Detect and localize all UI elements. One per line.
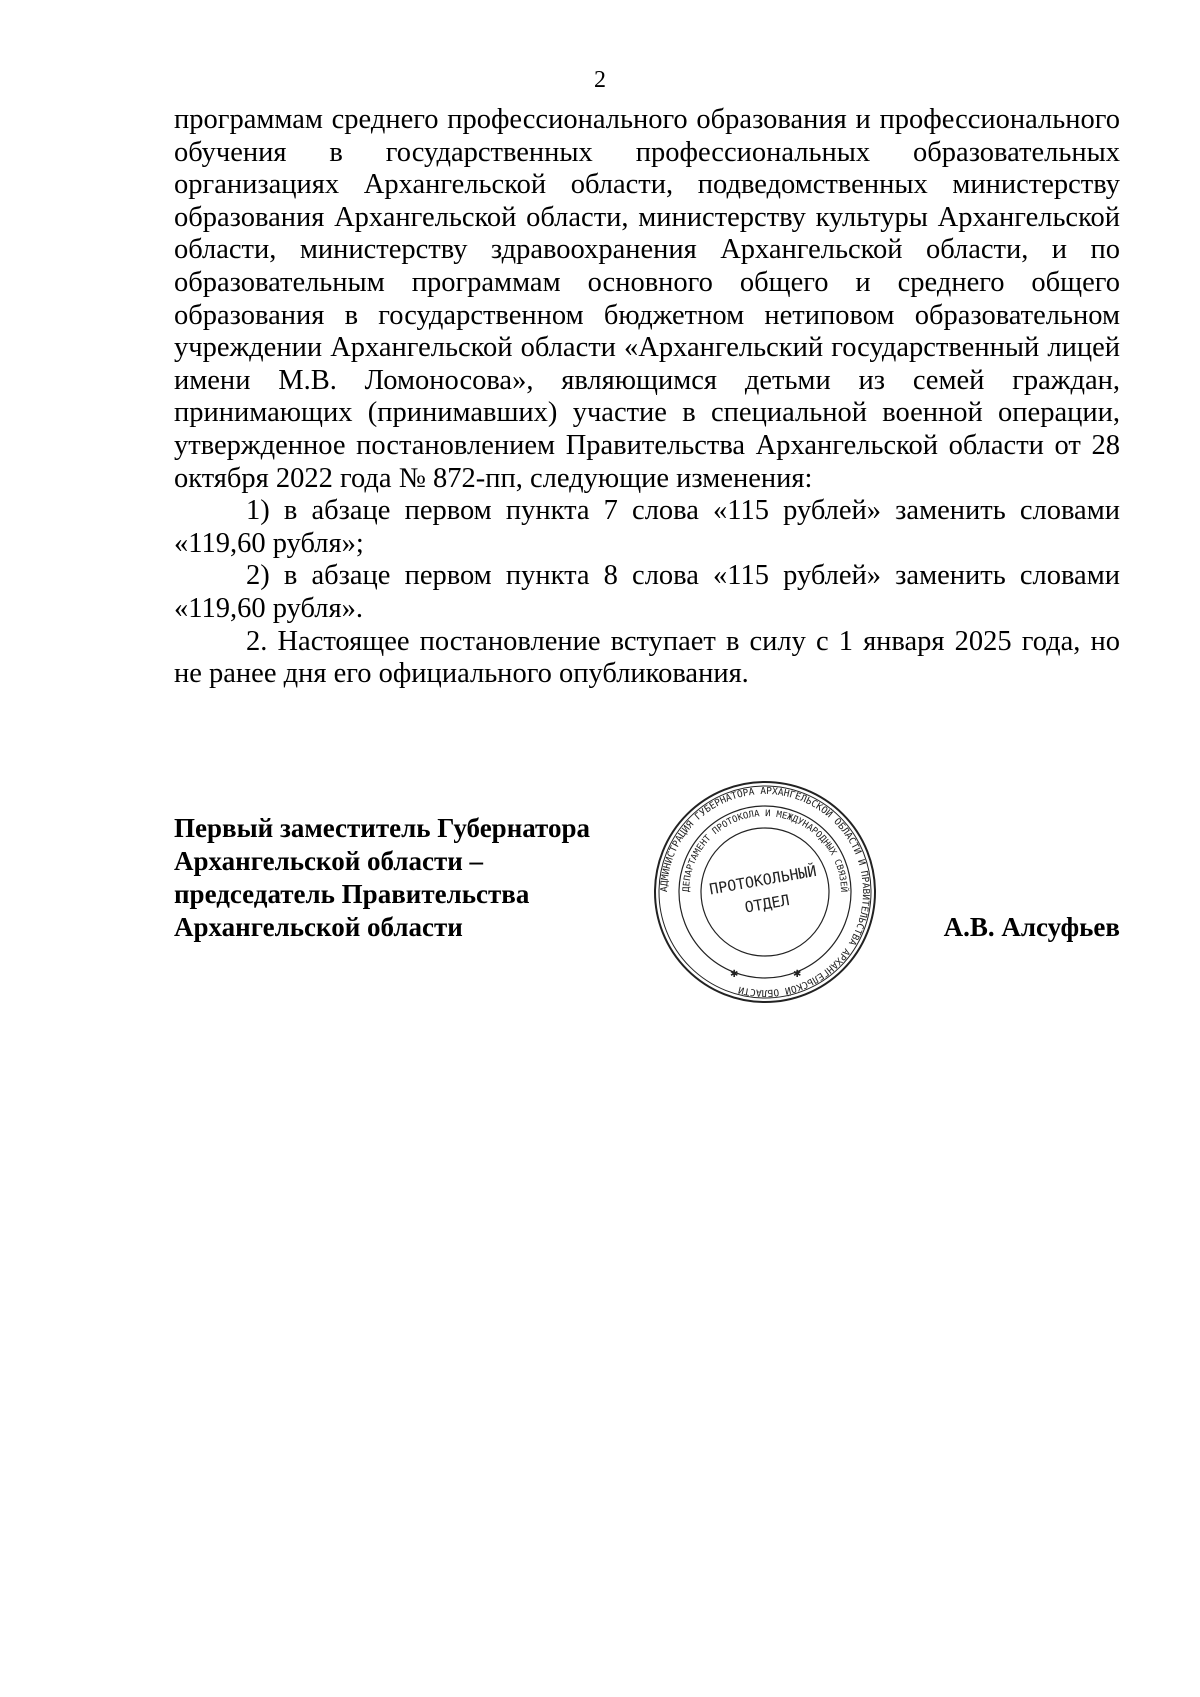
paragraph-item-1: 1) в абзаце первом пункта 7 слова «115 рублей» заменить словами «119,60 рубля»; (174, 495, 1120, 559)
document-body (174, 104, 1120, 691)
stamp-outer-text: АДМИНИСТРАЦИЯ ГУБЕРНАТОРА АРХАНГЕЛЬСКОЙ ОБЛАСТИ И ПРАВИТЕЛЬСТВА АРХАНГЕЛЬСКОЙ ОБЛАСТИ (658, 785, 872, 999)
stamp-star-icon: ✱ (793, 969, 802, 980)
signatory-title-line: Первый заместитель Губернатора (174, 813, 590, 843)
stamp-inner-text: ДЕПАРТАМЕНТ ПРОТОКОЛА И МЕЖДУНАРОДНЫХ СВЯЗЕЙ (681, 808, 849, 893)
signatory-title (174, 812, 590, 944)
paragraph-effective-date: 2. Настоящее постановление вступает в силу с 1 января 2025 года, но не ранее дня его официального опубликования. (174, 625, 1120, 690)
stamp-star-icon: ✱ (730, 969, 739, 980)
paragraph-amendment-intro: программам среднего профессионального образования и профессионального обучения в государственных профессиональных образовательных организациях Архангельской области, подведомственных министерству образования Архангельской области, министерству культуры Архангельской области, министерству здравоохранения Архангельской области, и по образовательным программам основного общего и среднего общего образования в государственном бюджетном нетиповом образовательном учреждении Архангельской области «Архангельский государственный лицей имени М.В. Ломоносова», являющимся детьми из семей граждан, принимающих (принимавших) участие в специальной военной операции, утвержденное постановлением Правительства Архангельской области от 28 октября 2022 года № 872-пп, следующие изменения: (174, 104, 1120, 494)
signatory-title-line: Архангельской области – (174, 846, 484, 876)
signatory-title-line: Архангельской области (174, 912, 463, 942)
stamp-seal (650, 777, 880, 1007)
signatory-name: А.В. Алсуфьев (943, 912, 1120, 942)
paragraph-item-2: 2) в абзаце первом пункта 8 слова «115 рублей» заменить словами «119,60 рубля». (174, 560, 1120, 624)
official-stamp (650, 777, 880, 1007)
page-number: 2 (594, 67, 606, 93)
stamp-center-line-1: ПРОТОКОЛЬНЫЙ (707, 861, 818, 899)
signatory-title-line: председатель Правительства (174, 879, 530, 909)
stamp-center-line-2: ОТДЕЛ (743, 891, 791, 917)
